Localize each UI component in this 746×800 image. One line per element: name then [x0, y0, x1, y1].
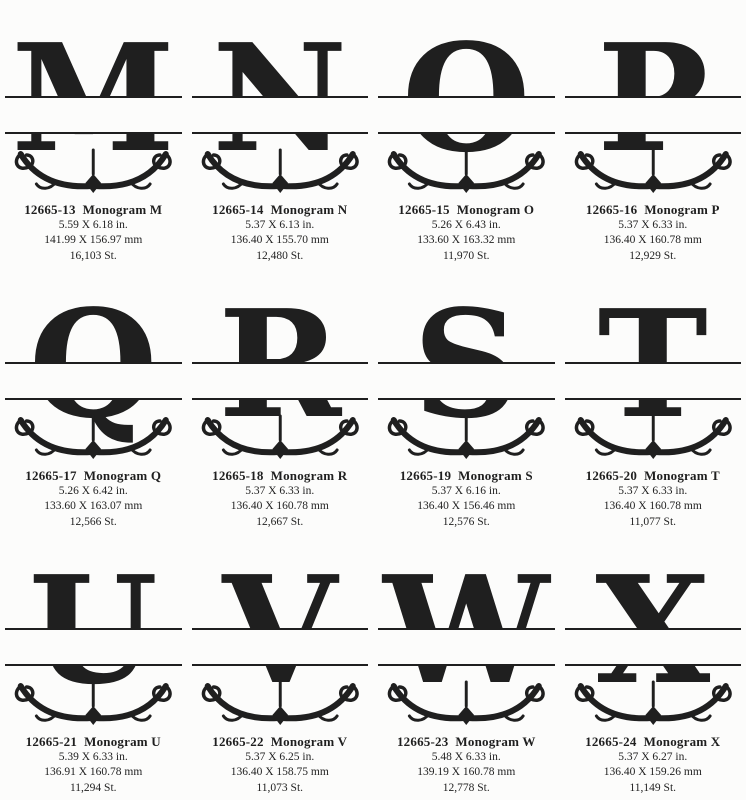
design-name: Monogram M	[82, 202, 163, 217]
design-caption	[565, 201, 742, 264]
design-size-mm: 139.19 X 160.78 mm	[417, 766, 516, 779]
design-stitch-count: 12,667 St.	[256, 515, 304, 528]
design-code: 12665-18	[212, 468, 264, 483]
design-stitch-count: 12,566 St.	[69, 515, 117, 528]
design-title	[565, 201, 742, 218]
monogram-design	[5, 268, 182, 460]
design-caption	[192, 201, 369, 264]
design-title	[5, 467, 182, 484]
design-code: 12665-21	[25, 734, 78, 749]
design-size-inches: 5.37 X 6.16 in.	[431, 485, 501, 498]
design-stitch-count: 12,576 St.	[442, 515, 490, 528]
monogram-cell	[5, 534, 182, 798]
split-name-band	[378, 96, 555, 134]
design-size-mm: 136.40 X 156.46 mm	[417, 500, 516, 513]
monogram-cell	[565, 268, 742, 532]
monogram-cell	[192, 534, 369, 798]
monogram-cell	[378, 268, 555, 532]
design-title	[192, 733, 369, 750]
design-stitch-count: 12,480 St.	[256, 249, 304, 262]
design-caption	[192, 733, 369, 796]
design-code: 12665-19	[399, 468, 452, 483]
split-name-band	[565, 628, 742, 666]
design-size-inches: 5.37 X 6.27 in.	[618, 751, 688, 764]
design-size-inches: 5.37 X 6.33 in.	[618, 485, 688, 498]
monogram-design	[565, 2, 742, 194]
design-code: 12665-17	[25, 468, 77, 483]
design-size-inches: 5.37 X 6.13 in.	[245, 219, 315, 232]
design-title	[565, 467, 742, 484]
design-size-inches: 5.26 X 6.42 in.	[58, 485, 128, 498]
design-size-inches: 5.59 X 6.18 in.	[58, 219, 128, 232]
design-title	[378, 201, 555, 218]
monogram-design	[5, 2, 182, 194]
design-name: Monogram N	[270, 202, 348, 217]
design-size-mm: 133.60 X 163.07 mm	[44, 500, 143, 513]
design-code: 12665-16	[585, 202, 638, 217]
design-size-mm: 136.40 X 155.70 mm	[230, 234, 329, 247]
monogram-design	[565, 534, 742, 726]
design-code: 12665-24	[585, 734, 637, 749]
design-code: 12665-23	[396, 734, 449, 749]
design-name: Monogram U	[84, 734, 161, 749]
split-name-band	[5, 96, 182, 134]
design-size-inches: 5.48 X 6.33 in.	[431, 751, 501, 764]
design-stitch-count: 11,073 St.	[256, 781, 304, 794]
design-title	[378, 733, 555, 750]
design-caption	[5, 201, 182, 264]
design-size-mm: 136.40 X 160.78 mm	[603, 234, 702, 247]
design-title	[5, 201, 182, 218]
design-caption	[565, 467, 742, 530]
design-title	[565, 733, 742, 750]
design-code: 12665-20	[585, 468, 638, 483]
monogram-design	[192, 2, 369, 194]
monogram-cell	[565, 2, 742, 266]
design-stitch-count: 11,294 St.	[69, 781, 117, 794]
design-size-inches: 5.37 X 6.33 in.	[618, 219, 688, 232]
design-name: Monogram T	[644, 468, 720, 483]
design-stitch-count: 12,778 St.	[442, 781, 490, 794]
split-name-band	[192, 96, 369, 134]
design-stitch-count: 11,077 St.	[629, 515, 677, 528]
design-stitch-count: 11,970 St.	[442, 249, 490, 262]
design-name: Monogram X	[643, 734, 721, 749]
monogram-design	[378, 2, 555, 194]
design-stitch-count: 12,929 St.	[629, 249, 677, 262]
design-caption	[5, 733, 182, 796]
design-caption	[565, 733, 742, 796]
design-name: Monogram P	[644, 202, 720, 217]
design-caption	[5, 467, 182, 530]
design-size-inches: 5.39 X 6.33 in.	[58, 751, 128, 764]
design-size-mm: 136.40 X 158.75 mm	[230, 766, 329, 779]
design-stitch-count: 11,149 St.	[629, 781, 677, 794]
design-name: Monogram S	[458, 468, 533, 483]
monogram-grid	[5, 2, 741, 798]
monogram-design	[378, 534, 555, 726]
split-name-band	[192, 628, 369, 666]
split-name-band	[192, 362, 369, 400]
design-size-mm: 136.40 X 160.78 mm	[603, 500, 702, 513]
design-size-inches: 5.37 X 6.33 in.	[245, 485, 315, 498]
design-size-inches: 5.26 X 6.43 in.	[431, 219, 501, 232]
design-size-mm: 141.99 X 156.97 mm	[44, 234, 143, 247]
design-name: Monogram R	[270, 468, 348, 483]
design-name: Monogram V	[270, 734, 348, 749]
design-size-mm: 136.40 X 160.78 mm	[230, 500, 329, 513]
monogram-cell	[565, 534, 742, 798]
monogram-design	[5, 534, 182, 726]
design-title	[378, 467, 555, 484]
design-caption	[192, 467, 369, 530]
design-code: 12665-14	[212, 202, 264, 217]
design-code: 12665-15	[398, 202, 450, 217]
design-caption	[378, 733, 555, 796]
design-size-mm: 133.60 X 163.32 mm	[417, 234, 516, 247]
split-name-band	[565, 362, 742, 400]
split-name-band	[565, 96, 742, 134]
design-name: Monogram O	[456, 202, 535, 217]
design-size-mm: 136.40 X 159.26 mm	[603, 766, 702, 779]
design-size-mm: 136.91 X 160.78 mm	[44, 766, 143, 779]
design-caption	[378, 201, 555, 264]
monogram-cell	[192, 268, 369, 532]
monogram-design	[378, 268, 555, 460]
monogram-cell	[378, 2, 555, 266]
monogram-design	[192, 534, 369, 726]
monogram-cell	[5, 2, 182, 266]
design-stitch-count: 16,103 St.	[69, 249, 117, 262]
monogram-cell	[5, 268, 182, 532]
design-size-inches: 5.37 X 6.25 in.	[245, 751, 315, 764]
monogram-cell	[378, 534, 555, 798]
design-title	[192, 201, 369, 218]
design-name: Monogram W	[455, 734, 536, 749]
design-name: Monogram Q	[83, 468, 162, 483]
monogram-cell	[192, 2, 369, 266]
split-name-band	[378, 362, 555, 400]
design-code: 12665-13	[24, 202, 76, 217]
design-code: 12665-22	[212, 734, 264, 749]
split-name-band	[5, 628, 182, 666]
design-title	[5, 733, 182, 750]
split-name-band	[5, 362, 182, 400]
design-title	[192, 467, 369, 484]
design-caption	[378, 467, 555, 530]
monogram-design	[565, 268, 742, 460]
split-name-band	[378, 628, 555, 666]
monogram-design	[192, 268, 369, 460]
